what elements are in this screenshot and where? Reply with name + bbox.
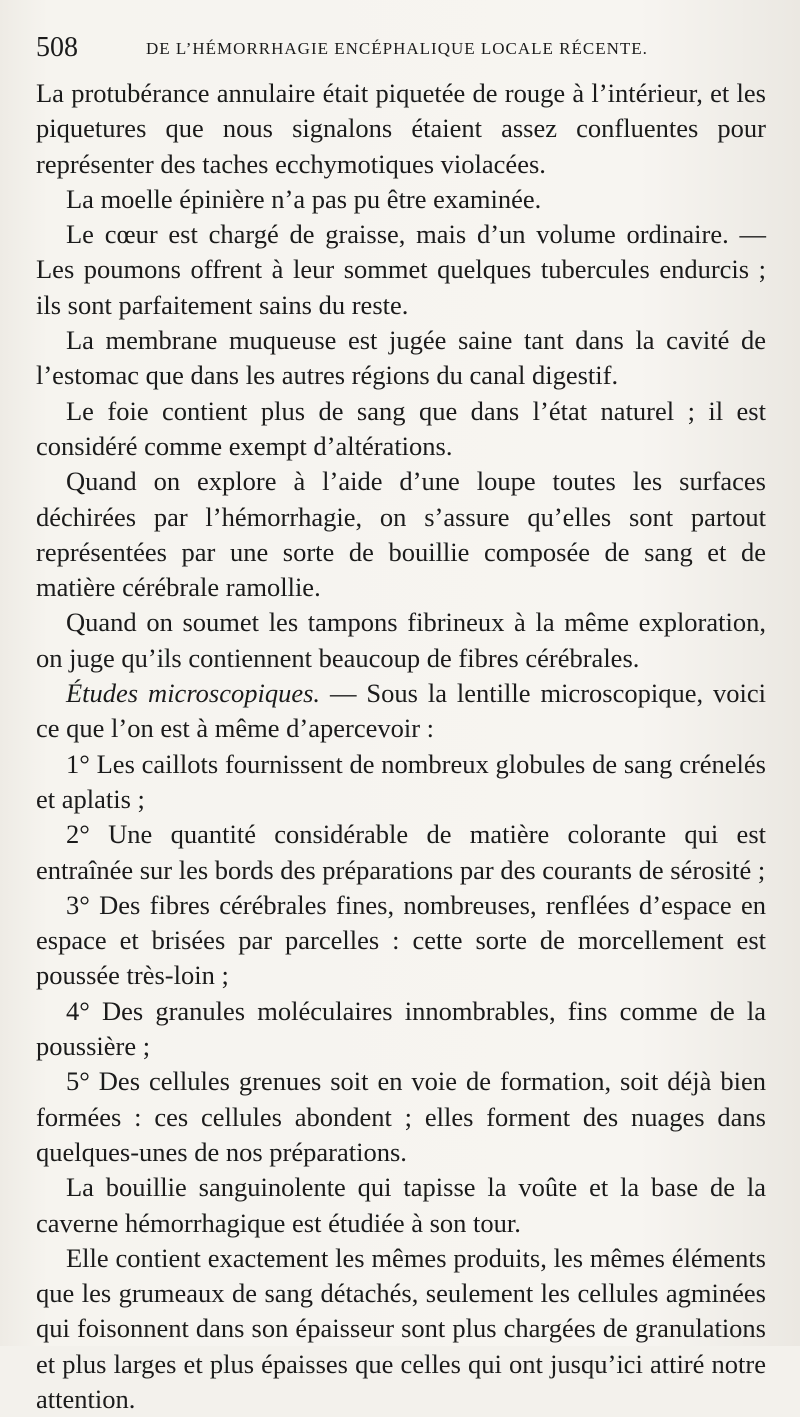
paragraph: Elle contient exactement les mêmes produits, les mêmes éléments que les grumeaux de sang détachés, seulement les cellules agminées qui foisonnent dans son épaisseur sont plus chargées de granulations et plus larges et plus épaisses que celles qui ont jusqu’ici attiré notre attention. <box>36 1242 766 1414</box>
list-item: 4° Des granules moléculaires innombrables, fins comme de la poussière ; <box>36 995 766 1062</box>
paragraph: Quand on explore à l’aide d’une loupe toutes les surfaces déchirées par l’hémorrhagie, on s’assure qu’elles sont partout représentées par une sorte de bouillie composée de sang et de matière cérébrale ramollie. <box>36 466 766 603</box>
paragraph: La membrane muqueuse est jugée saine tant dans la cavité de l’estomac que dans les autres régions du canal digestif. <box>36 325 766 391</box>
section-heading: Études microscopiques. <box>66 678 321 709</box>
list-item: 5° Des cellules grenues soit en voie de formation, soit déjà bien formées : ces cellules abondent ; elles forment des nuages dans quelques-unes de nos préparations. <box>36 1066 766 1167</box>
paragraph: Quand on soumet les tampons fibrineux à la même exploration, on juge qu’ils contiennent beaucoup de fibres cérébrales. <box>36 607 766 673</box>
paragraph: La bouillie sanguinolente qui tapisse la voûte et la base de la caverne hémorrhagique est étudiée à son tour. <box>36 1172 766 1238</box>
running-title: DE L’HÉMORRHAGIE ENCÉPHALIQUE LOCALE RÉCENTE. <box>146 39 648 58</box>
paragraph: Le foie contient plus de sang que dans l’état naturel ; il est considéré comme exempt d’altérations. <box>36 395 766 461</box>
list-item: 1° Les caillots fournissent de nombreux globules de sang crénelés et aplatis ; <box>36 748 766 814</box>
page-number: 508 <box>36 32 78 63</box>
list-item: 3° Des fibres cérébrales fines, nombreuses, renflées d’espace en espace et brisées par parcelles : cette sorte de morcellement est poussée très-loin ; <box>36 889 766 991</box>
section-paragraph <box>36 676 766 747</box>
paragraph: Le cœur est chargé de graisse, mais d’un volume ordinaire. — Les poumons offrent à leur sommet quelques tubercules endurcis ; ils sont parfaitement sains du reste. <box>36 219 766 320</box>
body-text <box>36 76 766 1417</box>
page-header <box>36 32 766 64</box>
list-item: 2° Une quantité considérable de matière colorante qui est entraînée sur les bords des préparations par des courants de sérosité ; <box>36 819 766 885</box>
section-text: — Sous la lentille microscopique, voici ce que l’on est à même d’apercevoir : <box>36 678 767 744</box>
paragraph: La protubérance annulaire était piquetée de rouge à l’intérieur, et les piquetures que nous signalons étaient assez confluentes pour représenter des taches ecchymotiques violacées. <box>36 78 766 179</box>
paragraph: La moelle épinière n’a pas pu être examinée. <box>66 183 542 214</box>
